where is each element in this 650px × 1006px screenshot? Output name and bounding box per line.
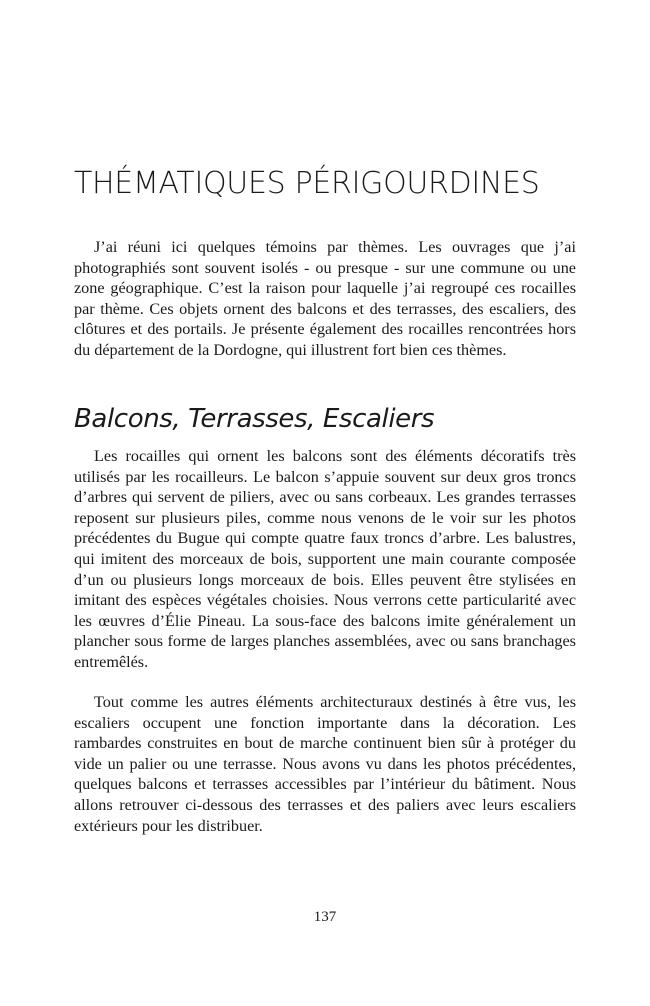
section-paragraph-1: Les rocailles qui ornent les balcons sont des éléments décoratifs très utilisés par les rocailleurs. Le balcon s’appuie souvent sur deux gros troncs d’arbres qui servent de piliers, avec ou sans corbeaux. Les grandes terrasses reposent sur plusieurs piles, comme nous venons de le voir sur les photos précédentes du Bugue qui compte quatre faux troncs d’arbre. Les balustres, qui imitent des morceaux de bois, supportent une main courante composée d’un ou plusieurs longs morceaux de bois. Elles peuvent être stylisées en imitant des espèces végétales choisies. Nous verrons cette particularité avec les œuvres d’Élie Pineau. La sous-face des balcons imite généralement un plancher sous forme de larges planches assemblées, avec ou sans branchages entremêlés. bbox=[74, 447, 576, 671]
chapter-title: THÉMATIQUES PÉRIGOURDINES bbox=[74, 166, 540, 201]
section-paragraph-2: Tout comme les autres éléments architecturaux destinés à être vus, les escaliers occupent une fonction importante dans la décoration. Les rambardes construites en bout de marche continuent bien sûr à protéger du vide un palier ou une terrasse. Nous avons vu dans les photos précédentes, quelques balcons et terrasses accessibles par l’intérieur du bâtiment. Nous allons retrouver ci-dessous des terrasses et des paliers avec leurs escaliers extérieurs pour les distribuer. bbox=[74, 693, 576, 835]
section-title: Balcons, Terrasses, Escaliers bbox=[74, 404, 435, 434]
page-number: 137 bbox=[313, 909, 337, 925]
intro-paragraph: J’ai réuni ici quelques témoins par thèmes. Les ouvrages que j’ai photographiés sont souvent isolés - ou presque - sur une commune ou une zone géographique. C’est la raison pour laquelle j’ai regroupé ces rocailles par thème. Ces objets ornent des balcons et des terrasses, des escaliers, des clôtures et des portails. Je présente également des rocailles rencontrées hors du département de la Dordogne, qui illustrent fort bien ces thèmes. bbox=[74, 238, 576, 359]
